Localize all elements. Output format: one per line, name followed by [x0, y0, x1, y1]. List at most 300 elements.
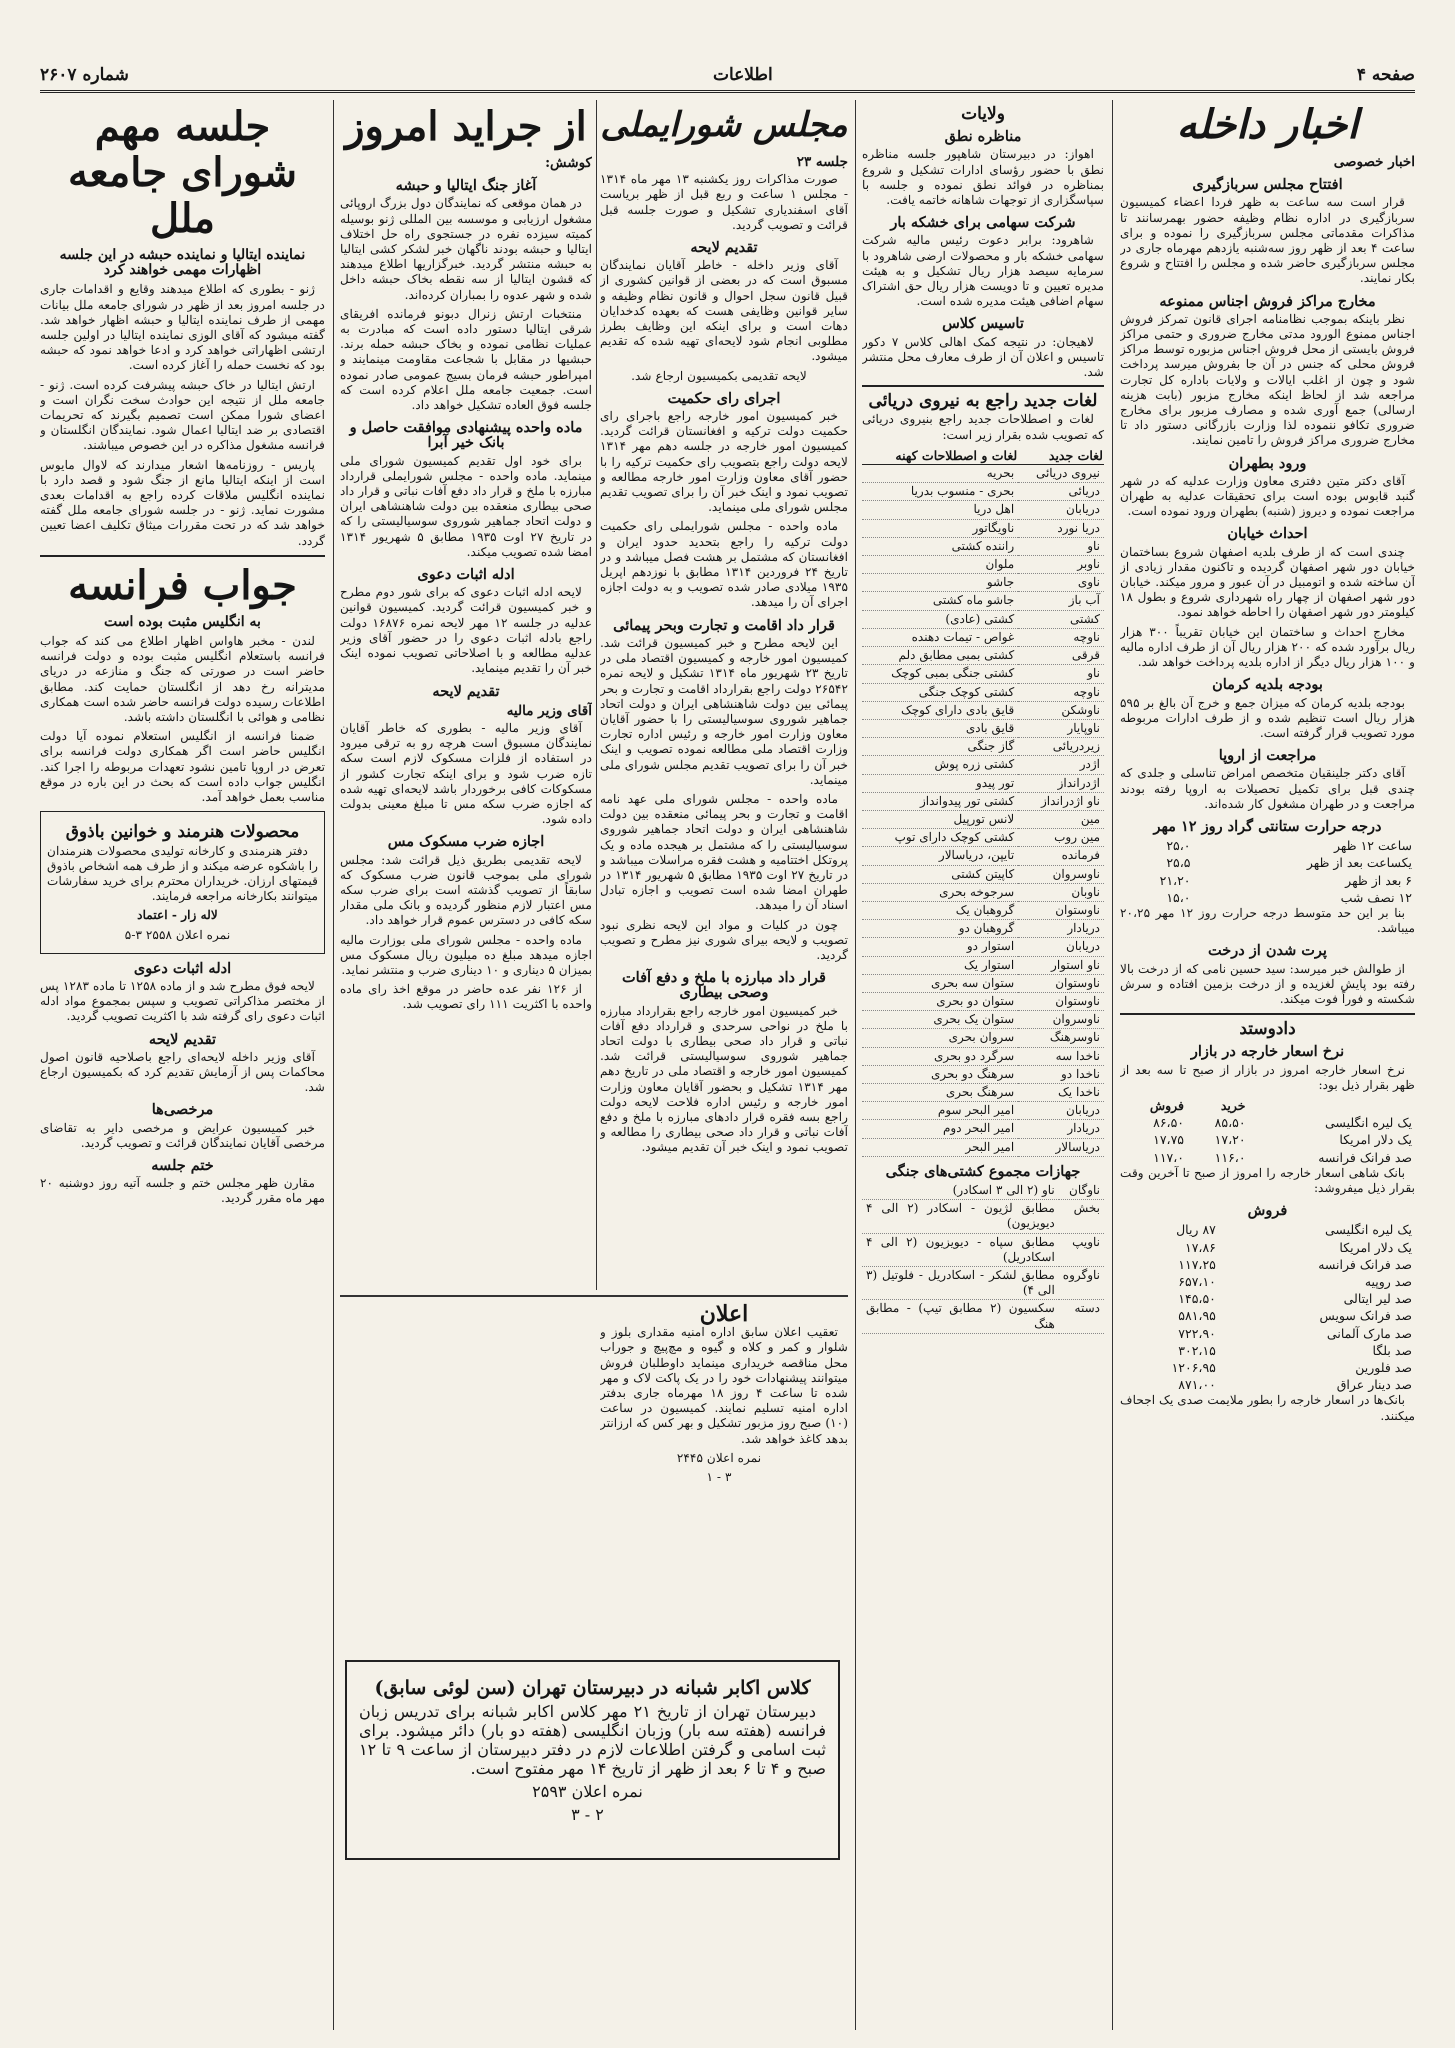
section-title-france: جواب فرانسه — [68, 561, 297, 609]
divider — [862, 385, 1104, 387]
fx-value: ۱۲۰۶،۹۵ — [1171, 1360, 1216, 1376]
vocab-old-term: امیر البحر دوم — [862, 1120, 1018, 1138]
fx-footer: بانک‌ها در اسعار خارجه را بطور ملایمت صدی یک اجحاف میکنند. — [1120, 1393, 1415, 1423]
table-row — [862, 665, 1104, 683]
vocab-new-term: ناوسروان — [1018, 1011, 1104, 1029]
advert-sign: لاله زار - اعتماد — [137, 908, 218, 923]
vocab-new-term: ناوستوان — [1018, 901, 1104, 919]
table-row — [862, 556, 1104, 574]
vocab-new-term: کشتی — [1018, 610, 1104, 628]
vocab-new-term: ناو اژدرانداز — [1018, 792, 1104, 810]
temp-label: ۶ بعد از ظهر — [1345, 872, 1412, 888]
vocab-new-term: دریائی — [1018, 483, 1104, 501]
vocab-old-term: کشتی جنگی بمبی کوچک — [862, 665, 1018, 683]
table-row — [1120, 1239, 1415, 1256]
article-body: خبر کمیسیون عرایض و مرخصی دایر به تقاضای مرخصی آقایان نمایندگان قرائت و تصویب گردید. — [40, 1120, 325, 1150]
fx-value: ۸۷ ریال — [1176, 1222, 1216, 1238]
table-header-row — [862, 447, 1104, 465]
table-row — [862, 865, 1104, 883]
advert-box — [40, 811, 325, 953]
vocab-new-term: نیروی دریائی — [1018, 465, 1104, 483]
vocab-old-term: کشتی کوچک جنگی — [862, 683, 1018, 701]
column-press-review — [340, 100, 592, 1290]
vocab-new-term: ناوپایار — [1018, 719, 1104, 737]
article-body: لایحه ادله اثبات دعوی که برای شور دوم مطرح و خبر کمیسیون قرائت گردید. کمیسیون قوانین عدلیه در جلسه ۱۲ مهر لایحه نمره ۱۶۸۷۶ دولت راجع بادله اثبات دعوی را در حضور آقای وزیر عدلیه مطالعه و با اصلاحاتی تصویب نموده اینک خبر آن را تقدیم مینماید. — [340, 585, 592, 676]
vocab-old-term: غواص - تیمات دهنده — [862, 628, 1018, 646]
article-body: چون در کلیات و مواد این لایحه نظری نبود تصویب و لایحه بیرای شوری نیز مطرح و تصویب گردید. — [600, 917, 848, 962]
vocab-new-term: زیردریائی — [1018, 738, 1104, 756]
article-title: تاسیس کلاس — [942, 315, 1024, 333]
table-row — [1120, 1376, 1415, 1393]
temp-value: ۱۵،۰ — [1166, 889, 1191, 905]
article-title: ورود بطهران — [1228, 454, 1307, 472]
vocab-new-term: ناوشکن — [1018, 701, 1104, 719]
article-body: لایحه فوق مطرح شد و از ماده ۱۲۵۸ تا ماده ۱۲۸۳ پس از مختصر مذاکراتی تصویب و سپس بمجموع مواد ادله اثبات دعوی رای گرفته شد با اکثریت تصویب گردید. — [40, 978, 325, 1024]
table-row — [1120, 1221, 1415, 1238]
table-row — [1120, 1114, 1415, 1131]
article-body: در همان موقعی که نمایندگان دول بزرگ اروپائی مشغول ارزیابی و موسسه بین المللی ژنو بوسیله کمیته سیزده نفره در جستجوی راه حل اختلاف ایتالیا و حبشه بودند ناگهان خبر لشکر کشی ایتالیا به حبشه منتشر گردید. خبرگزاریها اطلاع میدهند که قشون ایتالیا از سه نقطه بخاک حبشه داخل شده و شهر عدوه را بمباران کرده‌اند. — [340, 196, 592, 302]
vocab-new-term: دریاسالار — [1018, 1138, 1104, 1156]
table-row — [862, 1300, 1104, 1333]
article-body: منتخبات ارتش زنرال دبونو فرمانده افریقای شرقی ایتالیا دستور داده است که مبادرت به عملیات نظامی نموده و بخاک حبشه حمله برند. حبشیها در مقابل با شجاعت مقاومت مینمایند و امپراطور حبشه فرمان بسیج عمومی صادر نموده است. جمعیت جامعه ملل اعلام کرده است که جلسه فوق العاده تشکیل خواهد داد. — [340, 306, 592, 413]
table-row — [862, 956, 1104, 974]
table-row — [1120, 1131, 1415, 1148]
fx-name: صد فرانک فرانسه — [1318, 1256, 1412, 1272]
article-title: ادله اثبات دعوی — [417, 566, 515, 584]
table-row — [862, 501, 1104, 519]
table-row — [862, 901, 1104, 919]
vocab-new-term: ناوچه — [1018, 628, 1104, 646]
article-body: صورت مذاکرات روز یکشنبه ۱۳ مهر ماه ۱۳۱۴ - مجلس ۱ ساعت و ربع قبل از ظهر بریاست آقای اسفندیاری تشکیل و صورت جلسه قبل قرائت و تصویب گردید. — [600, 172, 848, 232]
table-row — [1120, 1325, 1415, 1342]
vocab-new-term: ناوستوان — [1018, 992, 1104, 1010]
vocab-old-term: ستوان سه بحری — [862, 974, 1018, 992]
vocab-old-term: لانس تورپیل — [862, 810, 1018, 828]
vocab-new-term: اژدرانداز — [1018, 774, 1104, 792]
table-row — [862, 974, 1104, 992]
vocab-old-term: کشتی زره پوش — [862, 756, 1018, 774]
school-ad-number: نمره اعلان ۲۵۹۳ — [532, 1782, 643, 1801]
vocab-new-term: ناوچه — [1018, 683, 1104, 701]
table-row — [862, 1083, 1104, 1101]
vocab-new-term: مین روب — [1018, 829, 1104, 847]
table-row — [862, 592, 1104, 610]
article-body: از ۱۲۶ نفر عده حاضر در موقع اخذ رای ماده واحده با اکثریت ۱۱۱ رای تصویب شد. — [340, 982, 592, 1012]
table-row — [862, 1182, 1104, 1200]
fx-value: ۶۵۷،۱۰ — [1178, 1274, 1216, 1289]
fx-value: ۳۰۲،۱۵ — [1178, 1342, 1216, 1358]
school-ad-body: دبیرستان تهران از تاریخ ۲۱ مهر کلاس اکابر شبانه برای تدریس زبان فرانسه (هفته سه بار) وزبان انگلیسی (هفته دو بار) دائر میشود. برای ثبت اسامی و گرفتن اطلاعات لازم در دفتر دبیرستان از ساعت ۹ تا ۱۲ صبح و ۴ تا ۶ بعد از ظهر از تاریخ ۱۴ مهر مفتوح است. — [359, 1702, 827, 1778]
fx-name: صد بلگا — [1372, 1342, 1412, 1358]
vocab-table-fleet — [862, 1182, 1104, 1334]
fx-head-sell: فروش — [1149, 1097, 1185, 1113]
vocab-new-term: ناوگروه — [1059, 1267, 1104, 1300]
fx-buy: ۱۱۶،۰ — [1214, 1149, 1246, 1165]
temp-value: ۲۱،۲۰ — [1159, 872, 1191, 888]
temp-value: ۲۵،۵ — [1166, 855, 1191, 871]
vocab-old-term: تور پیدو — [862, 774, 1018, 792]
article-title: ختم جلسه — [151, 1156, 214, 1174]
vocab-old-term: سرگرد دو بحری — [862, 1047, 1018, 1065]
article-title: مخارج مراکز فروش اجناس ممنوعه — [1159, 292, 1376, 310]
article-title: آغاز جنگ ایتالیا و حبشه — [395, 177, 537, 195]
fx-value: ۵۸۱،۹۵ — [1178, 1308, 1216, 1324]
fx-name: صد فرانک فرانسه — [1318, 1149, 1412, 1165]
vocab-old-term: سکسیون (۲ مطابق تیپ) - مطابق هنگ — [862, 1300, 1059, 1333]
vocab-new-term: ناوی — [1018, 574, 1104, 592]
vocab-new-term: ناویپ — [1059, 1233, 1104, 1266]
vocab-old-term: مطابق سپاه - دیویزیون (۲ الی ۴ اسکادریل) — [862, 1233, 1059, 1266]
vocab-old-term: تایپن، دریاسالار — [862, 847, 1018, 865]
section-title-domestic: اخبار داخله — [1176, 101, 1359, 148]
vocab-old-term: کشتی کوچک دارای توپ — [862, 829, 1018, 847]
article-title: تقدیم لایحه — [432, 682, 500, 700]
vocab-new-term: ناخدا سه — [1018, 1047, 1104, 1065]
announcement-block — [600, 1300, 848, 1640]
fx-sell-table — [1120, 1221, 1415, 1393]
article-body: مخارج احداث و ساختمان این خیابان تقریباً ۳۰۰ هزار ریال برآورد شده که ۲۰۰ هزار ریال آن از طرف اداره مالیه و ۱۰۰ هزار ریال دیگر از اداره بلدیه پرداخت خواهد شد. — [1120, 624, 1415, 670]
table-row — [862, 1233, 1104, 1266]
vocab-old-term: گاز جنگی — [862, 738, 1018, 756]
article-subtitle: آقای وزیر مالیه — [506, 702, 592, 719]
fx-buy: ۱۷،۲۰ — [1214, 1132, 1246, 1148]
temp-value: ۲۵،۰ — [1166, 838, 1191, 854]
vocab-table — [862, 447, 1104, 1157]
temperature-table — [1120, 837, 1415, 906]
issue-label: شماره ۲۶۰۷ — [40, 65, 129, 85]
column-rule — [855, 100, 856, 2030]
fx-sell: ۸۶،۵۰ — [1153, 1115, 1185, 1131]
article-title: شرکت سهامی برای خشکه بار — [890, 214, 1076, 232]
article-body: خبر کمیسیون امور خارجه راجع باجرای رای حکمیت دولت ترکیه و افغانستان قرائت گردید. کمیسیون امور خارجه در جلسه دهم مهر ۱۳۱۴ لایحه دولت راجع بتصویب رای حکمیت ترکیه را با حضور آقای معاون وزارت امور خارجه مطالعه و تصویب نمود و اینک خبر آن را برای تصویب تقدیم مجلس شورای ملی مینماید. — [600, 409, 848, 515]
vocab-head-new: لغات جدید — [1018, 447, 1104, 465]
trade-section-title: دادوستد — [1239, 1019, 1296, 1040]
source-label: کوشش: — [545, 155, 592, 171]
article-title: اجرای رای حکمیت — [667, 389, 781, 407]
vocab-old-term: ستوان دو بحری — [862, 992, 1018, 1010]
fx-name: صد فلورین — [1355, 1360, 1412, 1376]
table-row — [1120, 1149, 1415, 1166]
vocab-new-term: ناخدا یک — [1018, 1083, 1104, 1101]
table-row — [862, 683, 1104, 701]
vocab-new-term: دسته — [1059, 1300, 1104, 1333]
section-title-press: از جراید امروز — [345, 103, 587, 150]
announcement-body: تعقیب اعلان سابق اداره امنیه مقداری بلوز و شلوار و کمر و کلاه و گیوه و مچ‌پیچ و جوراب محل مناقصه خریداری مینماید داوطلبان فروش میتوانند پیشنهادات خود را در یک پاکت لاک و مهر شده تا ساعت ۴ روز ۱۸ مهرماه جاری بدفتر اداره امنیه تسلیم نمایند. کمیسیون در ساعت (۱۰) صبح روز مزبور تشکیل و بهر کس که ارزانتر بدهد کاغذ خواهد شد. — [600, 1325, 848, 1446]
table-row — [862, 992, 1104, 1010]
article-body: پاریس - روزنامه‌ها اشعار میدارند که لاوال مایوس است از اینکه ایتالیا مانع از جنگ شود و قصد دارد با نماینده انگلیس ملاقات کرده راجع به اقدامات بعدی مشورت نماید. ژنو - در جلسه شورای جامعه ملل گفته خواهد شد که در تحت مقررات میثاق تکلیف اعضا تعیین گردد. — [40, 457, 325, 548]
article-title: مراجعت از اروپا — [1218, 747, 1317, 765]
section-title-league: جلسه مهم شورای جامعه ملل — [68, 103, 297, 242]
article-body: قرار است سه ساعت به ظهر فردا اعضاء کمیسیون سربازگیری در اداره نظام وظیفه حضور بهمرسانند تا مذاکرات مقدماتی مجلس سربازگیری را نموده و برای ساعت ۴ بعد از ظهر روز سه‌شنبه یازدهم مهرماه جاری در مجلس سربازگیری حاضر شده و مجلس را افتتاح و شروع بکار نمایند. — [1120, 195, 1415, 286]
temperature-title: درجه حرارت ستانتی گراد روز ۱۲ مهر — [1153, 817, 1382, 835]
fx-name: یک دلار امریکا — [1339, 1132, 1412, 1148]
article-title: تقدیم لایحه — [148, 1030, 217, 1048]
table-row — [862, 574, 1104, 592]
article-body: مقارن ظهر مجلس ختم و جلسه آتیه روز دوشنبه ۲۰ مهر ماه مقرر گردید. — [40, 1176, 325, 1206]
article-title: قرار داد مبارزه با ملخ و دفع آفات وصحی بیطاری — [622, 969, 826, 1002]
article-body: آقای دکتر جلینقیان متخصص امراض تناسلی و جلدی که چندی قبل برای تکمیل تحصیلات به اروپا رفته بودند مراجعت و در طهران مشغول کار شده‌اند. — [1120, 766, 1415, 811]
article-title: ماده واحده پیشنهادی موافقت حاصل و بانک خیر آبرا — [349, 419, 583, 452]
fx-sell-title: فروش — [1247, 1202, 1288, 1220]
paper-name: اطلاعات — [712, 65, 773, 85]
fx-title: نرخ اسعار خارجه در بازار — [1190, 1043, 1345, 1061]
table-row — [862, 1011, 1104, 1029]
table-row — [862, 537, 1104, 555]
vocab-old-term: جاشو ماه کشتی — [862, 592, 1018, 610]
article-body: نظر باینکه بموجب نظامنامه اجرای قانون تمرکز فروش اجناس ممنوع الورود مدتی مخارج ضروری و حتمی مراکز فروش بایستی از محل فروش اجناس مزبوره توسط مراکز فروش محلی که جنس در آن جا بفروش میرسد پرداخت شود و چون از اغلب ایالات و ولایات باداره کل تجارت مراجعه شد از لحاظ اینکه مخارج مزبور (بابت هزینه ارسالی) جمع آوری شده و مصارف مزبور برای مخارج ضروری تکافو ننموده لذا وزارت بازرگانی دستور داد تا مخارج ضروری مراکز فروش را تامین نمایند. — [1120, 311, 1415, 448]
table-row — [862, 519, 1104, 537]
fx-buy: ۸۵،۵۰ — [1214, 1115, 1246, 1131]
article-title: مرخصی‌ها — [151, 1101, 214, 1119]
article-body: آقای وزیر داخله لایحه‌ای راجع باصلاحیه قانون اصول محاکمات پس از آزمایش تقدیم کرد که بکمیسیون ارجاع شد. — [40, 1049, 325, 1095]
fx-name: یک لیره انگلیسی — [1325, 1222, 1412, 1238]
vocab-old-term: گروهبان یک — [862, 901, 1018, 919]
fx-value: ۱۴۵،۵۰ — [1178, 1291, 1216, 1307]
vocab-new-term: فرمانده — [1018, 847, 1104, 865]
article-body: از طوالش خبر میرسد: سید حسین نامی که از درخت بالا رفته بود پایش لغزیده و از درخت بزمین افتاده و سرش شکسته و فوراً فوت میکند. — [1120, 961, 1415, 1006]
table-row — [1120, 889, 1415, 906]
vocab-new-term: دریادار — [1018, 1120, 1104, 1138]
vocab-new-term: ناو استوار — [1018, 956, 1104, 974]
advert-title: محصولات هنرمند و خوانین باذوق — [65, 822, 300, 843]
table-row — [862, 701, 1104, 719]
vocab-old-term: کشتی (عادی) — [862, 610, 1018, 628]
fx-name: صد مارک آلمانی — [1326, 1325, 1412, 1341]
article-title: ادله اثبات دعوی — [133, 959, 232, 977]
article-title: قرار داد اقامت و تجارت وبحر پیمائی — [613, 616, 835, 634]
fx-name: یک لیره انگلیسی — [1325, 1115, 1412, 1131]
vocab-head-old: لغات و اصطلاحات کهنه — [862, 447, 1018, 465]
article-body: بودجه بلدیه کرمان که میزان جمع و خرج آن بالغ بر ۵۹۵ هزار ریال است تنظیم شده و از طرف ادارات مربوطه مورد تصویب قرار گرفته است. — [1120, 695, 1415, 740]
fx-name: صد دینار عراق — [1336, 1377, 1412, 1393]
table-row — [862, 920, 1104, 938]
section-rule — [340, 1295, 848, 1297]
vocab-old-term: جاشو — [862, 574, 1018, 592]
vocab-old-term: راننده کشتی — [862, 537, 1018, 555]
vocab-new-term: ناوبر — [1018, 556, 1104, 574]
fx-value: ۱۷،۸۶ — [1185, 1239, 1216, 1255]
fx-name: صد روپیه — [1364, 1274, 1412, 1289]
divider — [1120, 1013, 1415, 1015]
vocab-new-term: ناوستوان — [1018, 974, 1104, 992]
table-row — [1120, 854, 1415, 871]
vocab-old-term: قایق بادی — [862, 719, 1018, 737]
table-row — [862, 1029, 1104, 1047]
vocab-old-term: کاپیتن کشتی — [862, 865, 1018, 883]
fx-name: یک دلار امریکا — [1339, 1239, 1412, 1255]
vocab-old-term: گروهبان دو — [862, 920, 1018, 938]
column-parliament — [600, 100, 848, 1290]
fx-value: ۷۲۲،۹۰ — [1178, 1325, 1216, 1341]
vocab-new-term: دریابان — [1018, 1102, 1104, 1120]
vocab-new-term: ناوگان — [1059, 1182, 1104, 1200]
table-row — [862, 465, 1104, 483]
fx-subtitle: نرخ اسعار خارجه امروز در بازار از صبح تا سه بعد از ظهر بقرار ذیل بود: — [1120, 1062, 1415, 1092]
fx-sell: ۱۷،۷۵ — [1153, 1132, 1185, 1148]
page-label: صفحه ۴ — [1356, 65, 1415, 85]
vocab-old-term: سروان بحری — [862, 1029, 1018, 1047]
vocab-new-term: آب باز — [1018, 592, 1104, 610]
table-row — [862, 774, 1104, 792]
table-row — [1120, 1359, 1415, 1376]
table-row — [862, 719, 1104, 737]
fx-sell: ۱۱۷،۰ — [1153, 1149, 1185, 1165]
fx-value: ۸۷۱،۰۰ — [1178, 1377, 1216, 1393]
table-row — [1120, 1273, 1415, 1290]
column-league-of-nations — [40, 100, 325, 2030]
session-label: جلسه ۲۳ — [796, 154, 848, 170]
table-row — [862, 810, 1104, 828]
vocab-new-term: ناو — [1018, 537, 1104, 555]
article-body: اهواز: در دبیرستان شاهپور جلسه مناظره نطق با حضور رؤسای ادارات تشکیل و شروع بمناظره در فوائد نطق نموده و جلسه با سپاسگزاری از توجهات شاهانه خاتمه یافت. — [862, 147, 1104, 208]
table-row — [1120, 1290, 1415, 1307]
vocab-new-term: مین — [1018, 810, 1104, 828]
fx-head-buy: خرید — [1220, 1097, 1246, 1113]
fx-value: ۱۱۷،۲۵ — [1178, 1256, 1216, 1272]
vocab-new-term: ناوسروان — [1018, 865, 1104, 883]
vocab-old-term: بحریه — [862, 465, 1018, 483]
vocab-new-term: دریا نورد — [1018, 519, 1104, 537]
table-row — [862, 647, 1104, 665]
table-row — [862, 1138, 1104, 1156]
vocab-old-term: سرهنگ دو بحری — [862, 1065, 1018, 1083]
vocab-old-term: مطابق لشکر - اسکادریل - فلوتیل (۳ الی ۴) — [862, 1267, 1059, 1300]
table-row — [862, 938, 1104, 956]
vocab-new-term: ناوسرهنگ — [1018, 1029, 1104, 1047]
table-row — [862, 756, 1104, 774]
article-body: لایحه تقدیمی بطریق ذیل قرائت شد: مجلس شورای ملی بموجب قانون ضرب مسکوک که سابقاً از تصویب گذشته است برای ضرب سکه مس اعتبار لازم منظور گردیده و بانک ملی مقدار سکه کافی در دسترس عموم قرار خواهد داد. — [340, 852, 592, 928]
vocab-old-term: قایق بادی دارای کوچک — [862, 701, 1018, 719]
fx-head-name — [1249, 1097, 1415, 1114]
table-row — [862, 792, 1104, 810]
article-body: ضمنا فرانسه از انگلیس استعلام نموده آیا دولت انگلیس حاضر است اگر همکاری دولت فرانسه برای تعرض در اروپا تامین نشود تعهدات مربوطه را اجرا کند. انگلیس جواب داده است که بحث در این باره در موقع مناسب بعمل خواهد آمد. — [40, 729, 325, 805]
vocab-new-term: بخش — [1059, 1200, 1104, 1233]
table-row — [1120, 837, 1415, 854]
vocab-old-term: ناویگاتور — [862, 519, 1018, 537]
article-body: برای خود اول تقدیم کمیسیون شورای ملی مینماید. ماده واحده - مجلس شورایملی قرارداد مبارزه با ملخ و قرار داد دفع آفات نباتی و قرار داد صحی بیطاری منعقده بین دولت شاهنشاهی ایران و دولت اتحاد جماهیر شوروی سوسیالیستی را که در تاریخ ۲۷ اوت ۱۹۳۵ مطابق ۵ شهریور ۱۳۱۴ امضا شده تصویب میکند. — [340, 453, 592, 559]
table-row — [862, 610, 1104, 628]
vocab-old-term: کشتی تور پیدوانداز — [862, 792, 1018, 810]
vocab-old-term: ستوان یک بحری — [862, 1011, 1018, 1029]
table-row — [862, 1047, 1104, 1065]
vocab-old-term: امیر البحر — [862, 1138, 1018, 1156]
article-subtitle: به انگلیس مثبت بوده است — [104, 613, 261, 630]
article-title: اجازه ضرب مسکوک مس — [387, 833, 545, 851]
table-row — [1120, 1307, 1415, 1324]
article-body: ماده واحده - مجلس شورای ملی بوزارت مالیه اجازه میدهد مبلغ ده میلیون ریال مسکوک مس بمیزان ۵ دیناری و ۱۰ دیناری ضرب و منتشر نماید. — [340, 932, 592, 977]
vocab-old-term: استوار دو — [862, 938, 1018, 956]
article-title: پرت شدن از درخت — [1208, 942, 1327, 960]
article-body: آقای وزیر داخله - خاطر آقایان نمایندگان مسبوق است که در بعضی از قوانین کشوری از قبیل قانون سجل احوال و قانون نظام وظیفه و سایر قوانین وظایفی هست که بعهده کدخدایان دهات است و برای اینکه این وظایف بطرز مطلوبی انجام شود لایحه‌ای تهیه شده که تقدیم میشود. — [600, 258, 848, 364]
fx-table — [1120, 1097, 1415, 1166]
table-row — [862, 1120, 1104, 1138]
column-rule — [1112, 100, 1113, 2030]
table-row — [862, 883, 1104, 901]
vocab-old-term: ملوان — [862, 556, 1018, 574]
vocab-footer: جهازات مجموع کشتی‌های جنگی — [885, 1162, 1081, 1180]
vocab-old-term: بحری - منسوب بدریا — [862, 483, 1018, 501]
vocab-new-term: اژدر — [1018, 756, 1104, 774]
article-title: تقدیم لایحه — [690, 239, 758, 257]
table-row — [1120, 1256, 1415, 1273]
divider — [40, 555, 325, 557]
vocab-old-term: مطابق لژیون - اسکادر (۲ الی ۴ دیویزیون) — [862, 1200, 1059, 1233]
vocab-new-term: ناو — [1018, 665, 1104, 683]
table-row — [1120, 1342, 1415, 1359]
article-body: لاهیجان: در نتیجه کمک اهالی کلاس ۷ دکور تاسیس و اعلان آن از طرف معارف محل منتشر شد. — [862, 334, 1104, 380]
fx-note: بانک شاهی اسعار خارجه را امروز از صبح تا آخرین وقت بقرار ذیل میفروشد: — [1120, 1165, 1415, 1195]
advert-number: نمره اعلان ۲۵۵۸ ۳-۵ — [124, 927, 231, 942]
article-title: بودجه بلدیه کرمان — [1212, 676, 1323, 694]
table-row — [862, 829, 1104, 847]
article-body: آقای دکتر متین دفتری معاون وزارت عدلیه که در شهر گنبد قابوس بوده است برای تحقیقات عدلیه به طهران مراجعت نموده و دیروز (شنبه) بطهران ورود نموده است. — [1120, 473, 1415, 519]
table-row — [862, 483, 1104, 501]
vocab-old-term: استوار یک — [862, 956, 1018, 974]
table-row — [862, 1267, 1104, 1300]
column-domestic-news — [1120, 100, 1415, 2030]
article-body: ارتش ایتالیا در خاک حبشه پیشرفت کرده است. ژنو - جامعه ملل از نتیجه این حوادث سخت نگران است و اعضای شورا ممکن است تصمیم بگیرند که تحریمات اقتصادی بر ضد ایتالیا اعمال شود. نمایندگان انگلستان و فرانسه مشغول مذاکره در این خصوص میباشند. — [40, 377, 325, 453]
section-title-parliament: مجلس شورایملی — [600, 105, 848, 145]
temperature-note: بنا بر این حد متوسط درجه حرارت روز ۱۲ مهر ۲۰،۲۵ میباشد. — [1120, 905, 1415, 936]
article-title: احداث خیابان — [1227, 525, 1308, 543]
table-row — [862, 738, 1104, 756]
column-rule — [596, 100, 597, 1290]
table-row — [862, 1102, 1104, 1120]
school-ad-box — [345, 1660, 840, 1860]
vocab-old-term: کشتی بمبی مطابق دلم — [862, 647, 1018, 665]
announcement-ref: ۳ - ۱ — [706, 1470, 732, 1485]
article-body: ماده واحده - مجلس شورایملی رای حکمیت دولت ترکیه را راجع بتحدید حدود ایران و افغانستان که مشتمل بر هشت فصل میباشد و در تاریخ ۲۴ فروردین ۱۳۱۴ مطابق با نوزدهم اپریل ۱۹۳۵ میلادی صادر شده تصویب و به دولت اجازه اجرای آن را میدهد. — [600, 519, 848, 610]
vocab-new-term: ناخدا دو — [1018, 1065, 1104, 1083]
vocab-new-term: قرقی — [1018, 647, 1104, 665]
temp-label: ساعت ۱۲ ظهر — [1333, 838, 1412, 854]
article-body: شاهرود: برابر دعوت رئیس مالیه شرکت سهامی خشکه بار و محصولات ارضی شاهرود با سرمایه سیصد هزار ریال تشکیل و به هیئت مدیره تعیین و تا دویست هزار ریال حق اشتراک سهام اضافی هیئت مدیره شده است. — [862, 233, 1104, 309]
article-body: لندن - مخبر هاواس اظهار اطلاع می کند که جواب فرانسه باستعلام انگلیس مثبت بوده و دولت فرانسه حاضر است در صورتی که جنگ و منازعه در دریای مدیترانه رخ دهد از انگلستان حمایت کند. مطابق اطلاعات رسیده دولت فرانسه حاضر شده است همکاری نظامی و هوائی با انگلستان داشته باشد. — [40, 634, 325, 725]
advert-body: دفتر هنرمندی و کارخانه تولیدی محصولات هنرمندان را باشکوه عرضه میکند و از طرف همه اشخاص باذوق قیمتهای ارزان. خریداران محترم برای خرید سفارشات میتوانند بکارخانه مراجعه فرمایند. — [47, 843, 318, 904]
table-row — [862, 1065, 1104, 1083]
article-subtitle: نماینده ایتالیا و نماینده حبشه در این جلسه اظهارات مهمی خواهند کرد — [59, 247, 306, 279]
section-label-special: اخبار خصوصی — [1333, 154, 1415, 170]
table-row — [862, 628, 1104, 646]
article-body: چندی است که از طرف بلدیه اصفهان شروع بساختمان خیابان دور شهر اصفهان گردیده و تاکنون مقدار زیادی از آن ساخته شده و اتومبیل در آن عبور و مرور میکند. خیابان دور شهر اصفهان از چهار راه شهرداری شروع و بطول ۱۸ کیلومتر دور شهر اصفهان را احاطه خواهد نمود. — [1120, 544, 1415, 620]
section-title-provinces: ولایات — [961, 104, 1005, 124]
table-header-row — [1120, 1097, 1415, 1114]
fx-name: صد لیر ایتالی — [1343, 1291, 1412, 1307]
temp-label: ۱۲ نصف شب — [1340, 889, 1412, 905]
vocab-new-term: دریابان — [1018, 938, 1104, 956]
vocab-old-term: سرجوخه بحری — [862, 883, 1018, 901]
article-body: ژنو - بطوری که اطلاع میدهند وقایع و اقدامات جاری در جلسه امروز بعد از ظهر در شورای جامعه ملل بیانات مهمی از طرف نماینده ایتالیا و حبشه اظهار خواهد شد. گفته میشود که آقای الوزی نماینده ایتالیا در اولین جلسه ارتشی اظهاراتی خواهد کرد و ادعا خواهد نمود که حبشه بود که نخست حمله را آغاز کرده است. — [40, 282, 325, 373]
temp-label: یکساعت بعد از ظهر — [1306, 855, 1412, 871]
vocab-title: لغات جدید راجع به نیروی دریائی — [868, 391, 1098, 412]
vocab-new-term: ناوبان — [1018, 883, 1104, 901]
fx-name: صد فرانک سویس — [1319, 1308, 1412, 1324]
announcement-number: نمره اعلان ۲۴۴۵ — [676, 1450, 762, 1465]
article-body: این لایحه مطرح و خبر کمیسیون قرائت شد. کمیسیون امور خارجه و کمیسیون اقتصاد ملی در تاریخ ۲۳ شهریور ماه ۱۳۱۴ تشکیل و لایحه نمره ۲۶۵۴۲ دولت راجع بقرارداد اقامت و تجارت و بحر پیمائی بین دولت شاهنشاهی ایران و دولت اتحاد جماهیر شوروی سوسیالیستی را با حضور آقایان معاون وزارت امور خارجه و رئیس اداره تجارت وزارت اقتصاد ملی مطالعه نموده تصویب و اینک خبر آن را برای تصویب تقدیم مجلس شورای ملی مینماید. — [600, 635, 848, 787]
table-row — [1120, 872, 1415, 889]
article-body: ماده واحده - مجلس شورای ملی عهد نامه اقامت و تجارت و بحر پیمائی منعقده بین دولت شاهنشاهی ایران و دولت اتحاد جماهیر شوروی سوسیالیستی را که مشتمل بر هیجده ماده و یک پروتکل اختتامیه و هشت فقره مراسلات میباشد و در تاریخ ۲۷ اوت ۱۹۳۵ مطابق ۵ شهریور ۱۳۱۴ در طهران امضا شده است تصویب و اجازه تبادل اسناد آن را میدهد. — [600, 791, 848, 913]
table-row — [862, 847, 1104, 865]
column-provinces — [862, 100, 1104, 2030]
page-header — [40, 60, 1415, 93]
column-rule — [333, 100, 334, 2030]
article-title: مناظره نطق — [944, 128, 1022, 146]
table-row — [862, 1200, 1104, 1233]
article-body: آقای وزیر مالیه - بطوری که خاطر آقایان نمایندگان مسبوق است هرچه رو به ترقی میرود در استفاده از فلزات مسکوک لازم است سکه تازه ضرب شود و برای اینکه تجارت کشور از مسکوکات کافی برخوردار باشد لایحه‌ای تهیه شده که اجازه ضرب سکه مس تا مبلغ معینی بدولت داده شود. — [340, 720, 592, 827]
article-title: افتتاح مجلس سربازگیری — [1192, 176, 1343, 194]
article-body: لایحه تقدیمی بکمیسیون ارجاع شد. — [631, 368, 807, 383]
article-body: خبر کمیسیون امور خارجه راجع بقرارداد مبارزه با ملخ در نواحی سرحدی و قرارداد دفع آفات نباتی و قرار داد صحی بیطاری با دولت اتحاد جماهیر شوروی سوسیالیستی قرائت شد. کمیسیون امور خارجه و اقتصاد ملی در تاریخ دهم مهر ۱۳۱۴ تشکیل و بحضور آقایان معاون وزارت امور خارجه و رئیس اداره فلاحت لایحه دولت راجع بسه فقره قرار دادهای مبارزه با ملخ و دفع آفات نباتی و قرار داد صحی بیطاری را مطالعه و تصویب نمود و اینک خبر آن تقدیم میشود. — [600, 1003, 848, 1155]
